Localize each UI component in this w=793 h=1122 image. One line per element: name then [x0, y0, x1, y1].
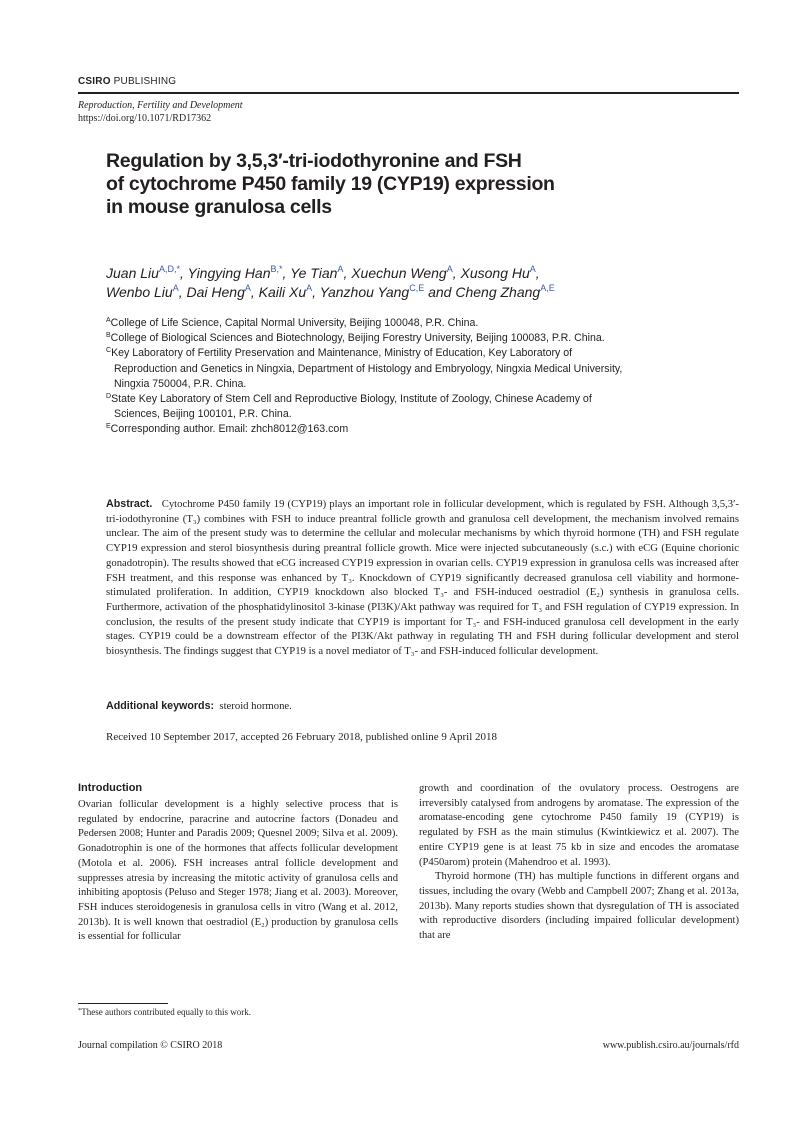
affiliation: $^B$College of Biological Sciences and Biotechnology, Beijing Forestry University, Beijing 100083, P.R. China.	[106, 332, 605, 345]
received-dates: Received 10 September 2017, accepted 26 February 2018, published online 9 April 2018	[106, 731, 498, 743]
author: Yingying Han$^{B,*}$	[187, 264, 283, 281]
affiliation: $^A$College of Life Science, Capital Normal University, Beijing 100048, P.R. China.	[106, 317, 479, 329]
intro-column-2	[419, 782, 739, 944]
journal-name: Reproduction, Fertility and Development	[78, 100, 243, 111]
author-list: Juan Liu$^{A,D,*}$, Yingying Han$^{B,*}$, Ye Tian$^A$, Xuechun Weng$^A$, Xusong $Hu^A$, Wenbo Liu$^A$, Dai Heng$^A$, Kaili $Xu^A$, Yanzhou Yang$^{C,E}$ and Cheng Zhang$^{A,E}$	[106, 264, 555, 300]
footnote-rule	[78, 1003, 168, 1004]
author: Kaili $Xu^A$	[258, 283, 313, 300]
author: Juan Liu$^{A,D,*}$	[106, 264, 180, 281]
header-rule	[78, 92, 739, 94]
publisher-logo: CSIRO PUBLISHING	[78, 76, 177, 87]
intro-column-1	[78, 782, 398, 945]
paragraph: Ovarian follicular development is a highly selective process that is regulated by endocrine, paracrine and autocrine factors (Donadeu and Pedersen 2008; Hunter and Paradis 2009; Quesnel 2009; Silva et al. 2009). Gonadotrophin is one of the hormones that affects follicular development (Motola et al. 2006). FSH increases antral follicle development and suppresses atresia by increasing the mitotic activity of granulosa cells and inhibiting apoptosis (Peluso and Steger 1978; Jiang et al. 2003). Moreover, FSH induces steroidogenesis in granulosa cells in vitro (Wang et al. 2012, 2013b). It is well known that oestradiol (E₂) production by granulosa cells is essential for follicular	[78, 799, 398, 943]
paragraph: growth and coordination of the ovulatory process. Oestrogens are irreversibly catalysed from androgens by aromatase. The expression of the aromatase-encoding gene cytochrome P450 family 19 (CYP19) is regulated by FSH as the main stimulus (Kwintkiewicz et al. 2007). The entire CYP19 gene is at least 75 kb in size and encodes the aromatase (P450arom) protein (Mahendroo et al. 1993).	[419, 783, 739, 868]
author: Wenbo Liu$^A$	[106, 283, 179, 300]
abstract	[106, 497, 739, 659]
keywords-label: Additional keywords:	[106, 700, 215, 712]
affiliations	[106, 316, 626, 438]
copyright: Journal compilation © CSIRO 2018	[78, 1040, 223, 1051]
abstract-label: Abstract.	[106, 498, 153, 510]
keywords	[106, 700, 292, 712]
author: Xusong $Hu^A$	[460, 264, 536, 281]
abstract-text: Cytochrome P450 family 19 (CYP19) plays an important role in follicular development, which is regulated by FSH. Although 3,5,3′-tri-iodothyronine (T₃) combines with FSH to induce preantral follicle growth and granulosa cell development, the mechanism involved remains unclear. The aim of the present study was to determine the cellular and molecular mechanisms by which thyroid hormone (TH) and FSH regulate CYP19 expression and sterol biosynthesis during preantral follicle growth. Mice were injected subcutaneously (s.c.) with eCG (Equine chorionic gonadotropin). The results showed that eCG increased CYP19 expression in ovarian cells. CYP19 expression in granulosa cells was increased after FSH treatment, and this response was enhanced by T₃. Knockdown of CYP19 significantly decreased granulosa cell viability and hormone-stimulated proliferation. In addition, CYP19 knockdown also blocked T₃- and FSH-induced oestradiol (E₂) synthesis in granulosa cells. Furthermore, activation of the phosphatidylinositol 3-kinase (PI3K)/Akt pathway was required for T₃ and FSH regulation of CYP19 expression. In conclusion, the results of the present study indicate that CYP19 is important for T₃- and FSH-induced granulosa cell development in the early stages. CYP19 could be a downstream effector of the PI3K/Akt pathway in regulating TH and FSH during follicular development and sterol biosynthesis. The findings suggest that CYP19 is a novel mediator of T₃- and FSH-induced follicular development.	[106, 498, 739, 658]
author: Dai Heng$^A$	[186, 283, 251, 300]
doi-link[interactable]: https://doi.org/10.1071/RD17362	[78, 113, 212, 124]
author: Ye Tian$^A$	[290, 264, 344, 281]
paragraph: Thyroid hormone (TH) has multiple functions in different organs and tissues, including the ovary (Webb and Campbell 2007; Zhang et al. 2013a, 2013b). Many reports studies shown that dysregulation of TH is associated with reproductive disorders (including impaired follicular development) that are	[419, 871, 739, 942]
author: Yanzhou Yang$^{C,E}$	[319, 283, 425, 300]
keywords-text: steroid hormone.	[219, 700, 292, 712]
author: Cheng Zhang$^{A,E}$	[455, 283, 555, 300]
article-title: Regulation by 3,5,3′-tri-iodothyronine and FSH of cytochrome P450 family 19 (CYP19) expression in mouse granulosa cells	[106, 150, 555, 218]
section-heading: Introduction	[78, 782, 143, 794]
affiliation: $^E$Corresponding author. Email: zhch8012@163.com	[106, 423, 349, 436]
affiliation: $^D$State Key Laboratory of Stem Cell and Reproductive Biology, Institute of Zoology, Chinese Academy of Sciences, Beijing 100101, P.R. China.	[106, 393, 592, 421]
affiliation: $^C$Key Laboratory of Fertility Preservation and Maintenance, Ministry of Education, Key Laboratory of Reproduction and Genetics in Ningxia, Department of Histology and Embryology, Ningxia Medical University, Ningxia 750004, P.R. China.	[106, 347, 623, 390]
footnote: *These authors contributed equally to this work.	[78, 1007, 251, 1017]
author: Xuechun Weng$^A$	[351, 264, 453, 281]
journal-url[interactable]: www.publish.csiro.au/journals/rfd	[602, 1040, 739, 1051]
